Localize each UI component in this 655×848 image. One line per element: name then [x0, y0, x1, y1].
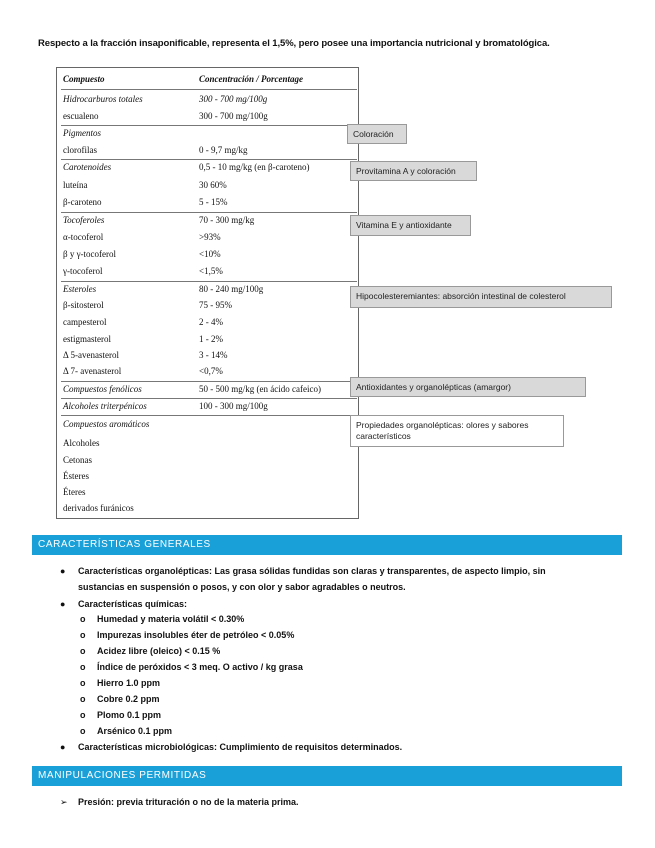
row-compound: Pigmentos: [63, 128, 101, 138]
row-compound: Éteres: [63, 487, 86, 497]
table-row: [61, 332, 357, 347]
row-compound: Carotenoides: [63, 162, 112, 172]
row-compound: β-sitosterol: [63, 300, 104, 310]
row-value: <10%: [199, 249, 221, 259]
row-compound: escualeno: [63, 111, 99, 121]
table-row: [61, 453, 357, 468]
table-row: [61, 315, 357, 330]
table-row: [61, 143, 357, 158]
note-hipocolesteremiantes: Hipocolesteremiantes: absorción intestinal de colesterol: [350, 286, 612, 308]
intro-paragraph: Respecto a la fracción insaponificable, representa el 1,5%, pero posee una importancia nutricional y bromatológica.: [38, 38, 550, 49]
table-row: [61, 230, 357, 245]
row-value: <0,7%: [199, 366, 223, 376]
table-header: [61, 72, 357, 87]
row-value: 300 - 700 mg/100g: [199, 94, 268, 104]
row-compound: Alcoholes: [63, 438, 100, 448]
table-divider: [61, 89, 357, 90]
table-row: [61, 160, 357, 175]
table-row: [61, 178, 357, 193]
chem-item: Acidez libre (oleico) < 0.15 %: [97, 646, 221, 656]
section-header-general: CARACTERÍSTICAS GENERALES: [32, 535, 622, 555]
sub-bullet-icon: o: [80, 694, 86, 704]
list-item-presion: Presión: previa trituración o no de la materia prima.: [78, 797, 299, 807]
chem-item: Hierro 1.0 ppm: [97, 678, 161, 688]
row-compound: clorofilas: [63, 145, 97, 155]
table-row: [61, 213, 357, 228]
row-compound: campesterol: [63, 317, 107, 327]
row-compound: Δ 5-avenasterol: [63, 350, 120, 360]
row-value: 0 - 9,7 mg/kg: [199, 145, 248, 155]
row-compound: Δ 7- avenasterol: [63, 366, 122, 376]
table-row: [61, 264, 357, 279]
row-compound: γ-tocoferol: [63, 266, 103, 276]
row-compound: β-caroteno: [63, 197, 102, 207]
table-row: [61, 417, 357, 432]
sub-bullet-icon: o: [80, 646, 86, 656]
table-row: [61, 109, 357, 124]
row-value: 70 - 300 mg/kg: [199, 215, 255, 225]
chem-item: Plomo 0.1 ppm: [97, 710, 162, 720]
table-row: [61, 469, 357, 484]
table-row: [61, 364, 357, 379]
header-concentration: Concentración / Porcentage: [199, 74, 303, 84]
row-compound: derivados furánicos: [63, 503, 134, 513]
row-value: 3 - 14%: [199, 350, 228, 360]
row-value: 1 - 2%: [199, 334, 223, 344]
row-value: 100 - 300 mg/100g: [199, 401, 268, 411]
chem-item: Impurezas insolubles éter de petróleo < 0.05%: [97, 630, 295, 640]
list-item-chemical: Características químicas:: [78, 599, 188, 609]
composition-table: [56, 67, 359, 519]
table-row: [61, 485, 357, 500]
section-header-manipulations: MANIPULACIONES PERMITIDAS: [32, 766, 622, 786]
sub-bullet-icon: o: [80, 726, 86, 736]
row-compound: luteína: [63, 180, 88, 190]
row-compound: Compuestos aromáticos: [63, 419, 150, 429]
row-value: <1,5%: [199, 266, 223, 276]
row-compound: Ésteres: [63, 471, 89, 481]
sub-bullet-icon: o: [80, 678, 86, 688]
row-compound: Compuestos fenólicos: [63, 384, 142, 394]
note-provitamina: Provitamina A y coloración: [350, 161, 477, 181]
bullet-icon: ●: [60, 566, 66, 576]
table-row: [61, 436, 357, 451]
row-compound: Alcoholes triterpénicos: [63, 401, 147, 411]
row-value: 0,5 - 10 mg/kg (en β-caroteno): [199, 162, 310, 172]
row-value: 300 - 700 mg/100g: [199, 111, 268, 121]
note-vitamina-e: Vitamina E y antioxidante: [350, 215, 471, 236]
table-row: [61, 195, 357, 210]
bullet-icon: ●: [60, 599, 66, 609]
sub-bullet-icon: o: [80, 662, 86, 672]
row-value: 80 - 240 mg/100g: [199, 284, 264, 294]
list-item-organoleptic: Características organolépticas: Las grasa sólidas fundidas son claras y transparentes, de aspecto limpio, sin: [78, 566, 546, 576]
table-row: [61, 399, 357, 414]
table-row: [61, 298, 357, 313]
table-row: [61, 282, 357, 297]
list-item-organoleptic-cont: sustancias en suspensión o posos, y con olor y sabor agradables o neutros.: [78, 582, 406, 592]
sub-bullet-icon: o: [80, 614, 86, 624]
arrow-bullet-icon: ➢: [60, 797, 68, 807]
row-compound: Esteroles: [63, 284, 97, 294]
sub-bullet-icon: o: [80, 630, 86, 640]
sub-bullet-icon: o: [80, 710, 86, 720]
table-row: [61, 348, 357, 363]
row-compound: β y γ-tocoferol: [63, 249, 117, 259]
row-compound: Cetonas: [63, 455, 92, 465]
row-value: 2 - 4%: [199, 317, 223, 327]
bullet-icon: ●: [60, 742, 66, 752]
list-item-micro: Características microbiológicas: Cumplimiento de requisitos determinados.: [78, 742, 403, 752]
row-value: 30 60%: [199, 180, 227, 190]
row-compound: Hidrocarburos totales: [63, 94, 143, 104]
chem-item: Índice de peróxidos < 3 meq. O activo / kg grasa: [97, 662, 303, 672]
row-compound: Tocoferoles: [63, 215, 105, 225]
note-propiedades: Propiedades organolépticas: olores y sabores característicos: [350, 415, 564, 447]
table-row: [61, 501, 357, 516]
chem-item: Humedad y materia volátil < 0.30%: [97, 614, 245, 624]
header-compound: Compuesto: [63, 74, 105, 84]
table-row: [61, 382, 357, 397]
table-row: [61, 92, 357, 107]
row-value: 5 - 15%: [199, 197, 228, 207]
table-row: [61, 126, 357, 141]
row-value: >93%: [199, 232, 221, 242]
chem-item: Arsénico 0.1 ppm: [97, 726, 173, 736]
table-divider: [61, 415, 357, 416]
row-value: 50 - 500 mg/kg (en ácido cafeico): [199, 384, 321, 394]
chem-item: Cobre 0.2 ppm: [97, 694, 160, 704]
row-value: 75 - 95%: [199, 300, 232, 310]
row-compound: α-tocoferol: [63, 232, 104, 242]
table-row: [61, 247, 357, 262]
row-compound: estigmasterol: [63, 334, 111, 344]
note-coloracion: Coloración: [347, 124, 407, 144]
note-antioxidantes: Antioxidantes y organolépticas (amargor): [350, 377, 586, 397]
